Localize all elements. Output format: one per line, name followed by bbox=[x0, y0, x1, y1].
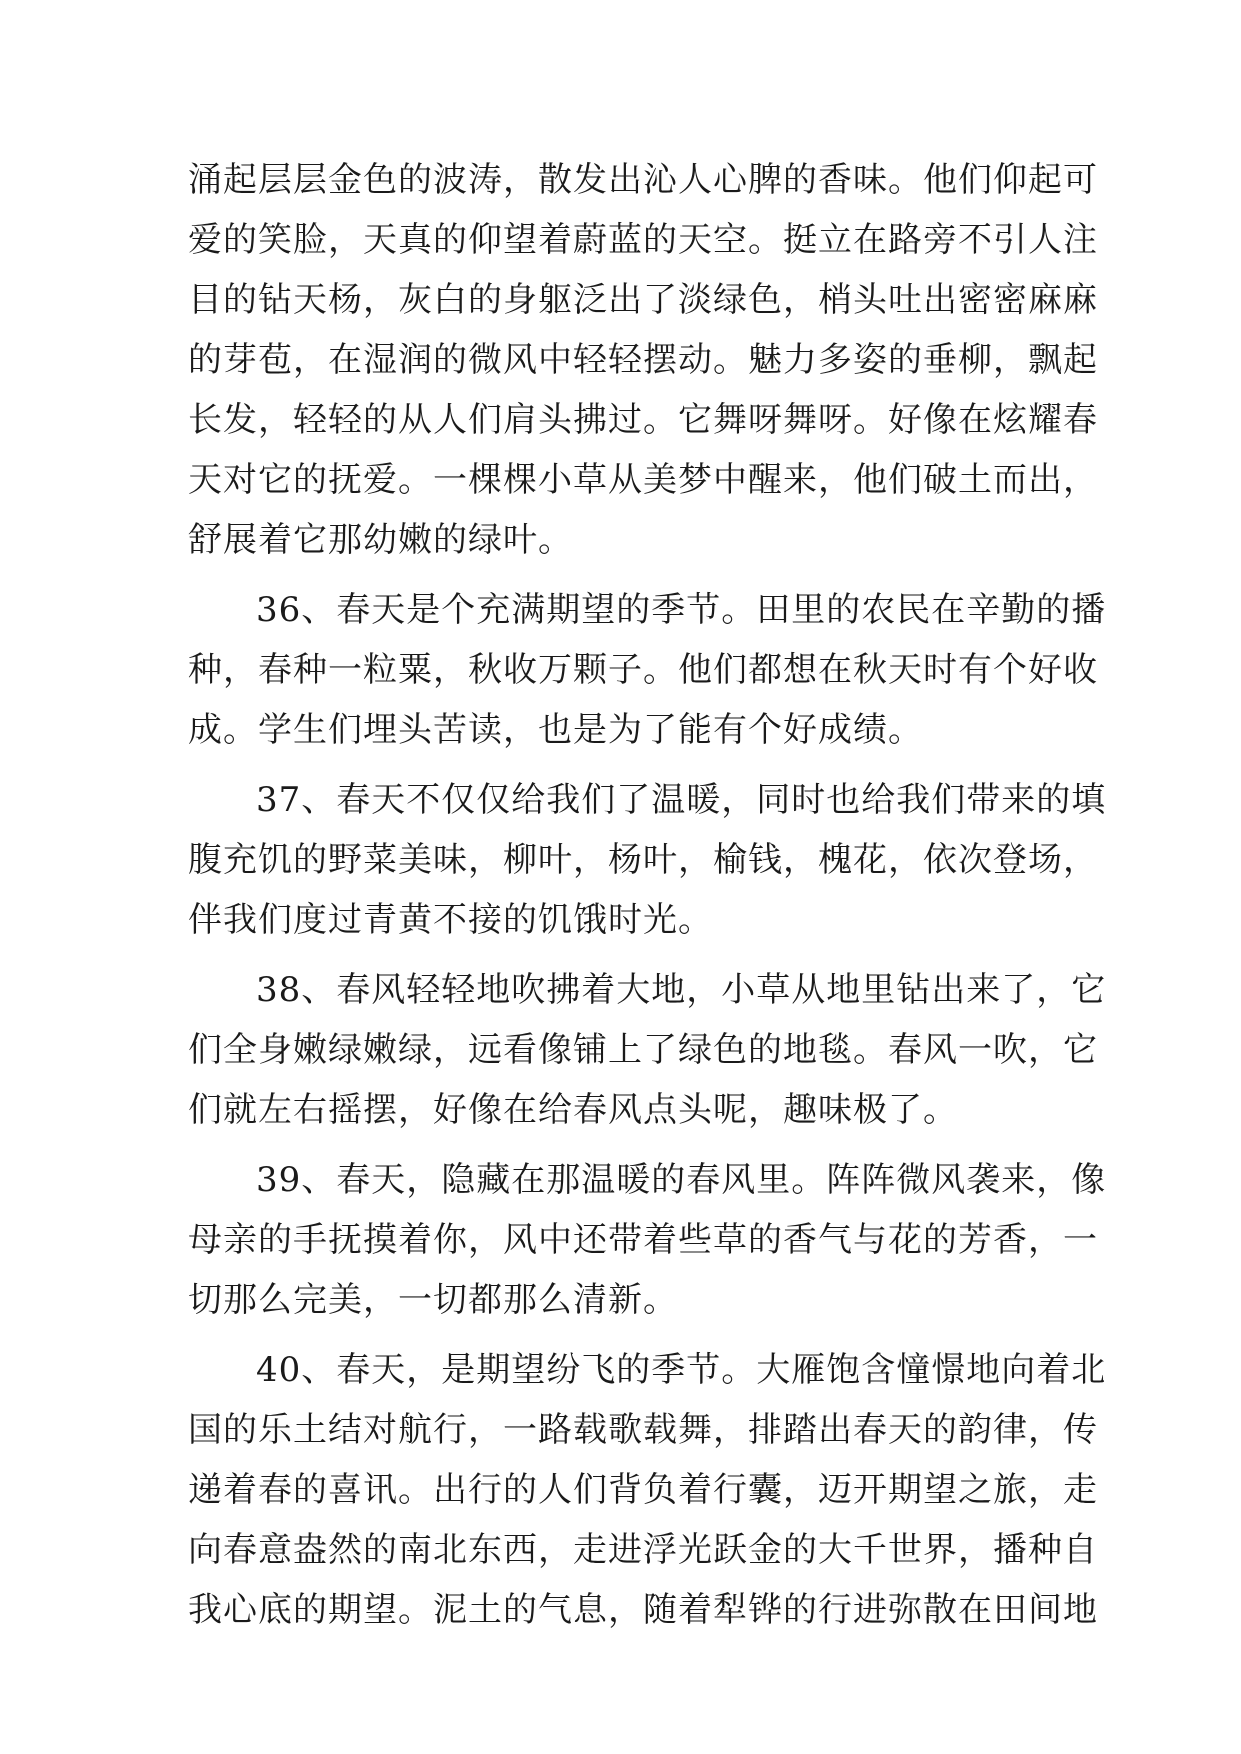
paragraph-39 bbox=[188, 1150, 1107, 1330]
text-line: 种，春种一粒粟，秋收万颗子。他们都想在秋天时有个好收 bbox=[188, 650, 1098, 690]
text-line: 40、春天，是期望纷飞的季节。大雁饱含憧憬地向着北 bbox=[256, 1350, 1107, 1390]
text-line: 长发，轻轻的从人们肩头拂过。它舞呀舞呀。好像在炫耀春 bbox=[188, 400, 1098, 440]
text-line: 伴我们度过青黄不接的饥饿时光。 bbox=[188, 900, 713, 940]
text-line: 我心底的期望。泥土的气息，随着犁铧的行进弥散在田间地 bbox=[188, 1590, 1098, 1630]
paragraph-36 bbox=[188, 580, 1107, 760]
text-line: 舒展着它那幼嫩的绿叶。 bbox=[188, 520, 573, 560]
text-line: 向春意盎然的南北东西，走进浮光跃金的大千世界，播种自 bbox=[188, 1530, 1098, 1570]
paragraph-37 bbox=[188, 770, 1107, 950]
text-line: 们全身嫩绿嫩绿，远看像铺上了绿色的地毯。春风一吹，它 bbox=[188, 1030, 1098, 1070]
text-line: 目的钻天杨，灰白的身躯泛出了淡绿色，梢头吐出密密麻麻 bbox=[188, 280, 1098, 320]
paragraph-40 bbox=[188, 1340, 1107, 1640]
text-line: 36、春天是个充满期望的季节。田里的农民在辛勤的播 bbox=[256, 590, 1107, 630]
text-line: 的芽苞，在湿润的微风中轻轻摆动。魅力多姿的垂柳，飘起 bbox=[188, 340, 1098, 380]
text-line: 们就左右摇摆，好像在给春风点头呢，趣味极了。 bbox=[188, 1090, 958, 1130]
text-line: 国的乐土结对航行，一路载歌载舞，排踏出春天的韵律，传 bbox=[188, 1410, 1098, 1450]
text-line: 成。学生们埋头苦读，也是为了能有个好成绩。 bbox=[188, 710, 923, 750]
text-line: 腹充饥的野菜美味，柳叶，杨叶，榆钱，槐花，依次登场， bbox=[188, 840, 1098, 880]
paragraph-continued bbox=[188, 150, 1098, 570]
text-line: 母亲的手抚摸着你，风中还带着些草的香气与花的芳香，一 bbox=[188, 1220, 1098, 1260]
paragraph-38 bbox=[188, 960, 1107, 1140]
text-line: 38、春风轻轻地吹拂着大地，小草从地里钻出来了，它 bbox=[256, 970, 1107, 1010]
text-line: 天对它的抚爱。一棵棵小草从美梦中醒来，他们破土而出， bbox=[188, 460, 1098, 500]
text-line: 37、春天不仅仅给我们了温暖，同时也给我们带来的填 bbox=[256, 780, 1107, 820]
text-line: 切那么完美，一切都那么清新。 bbox=[188, 1280, 678, 1320]
document-body bbox=[188, 150, 1107, 1640]
text-line: 递着春的喜讯。出行的人们背负着行囊，迈开期望之旅，走 bbox=[188, 1470, 1098, 1510]
text-line: 39、春天，隐藏在那温暖的春风里。阵阵微风袭来，像 bbox=[256, 1160, 1107, 1200]
text-line: 涌起层层金色的波涛，散发出沁人心脾的香味。他们仰起可 bbox=[188, 160, 1098, 200]
text-line: 爱的笑脸，天真的仰望着蔚蓝的天空。挺立在路旁不引人注 bbox=[188, 220, 1098, 260]
